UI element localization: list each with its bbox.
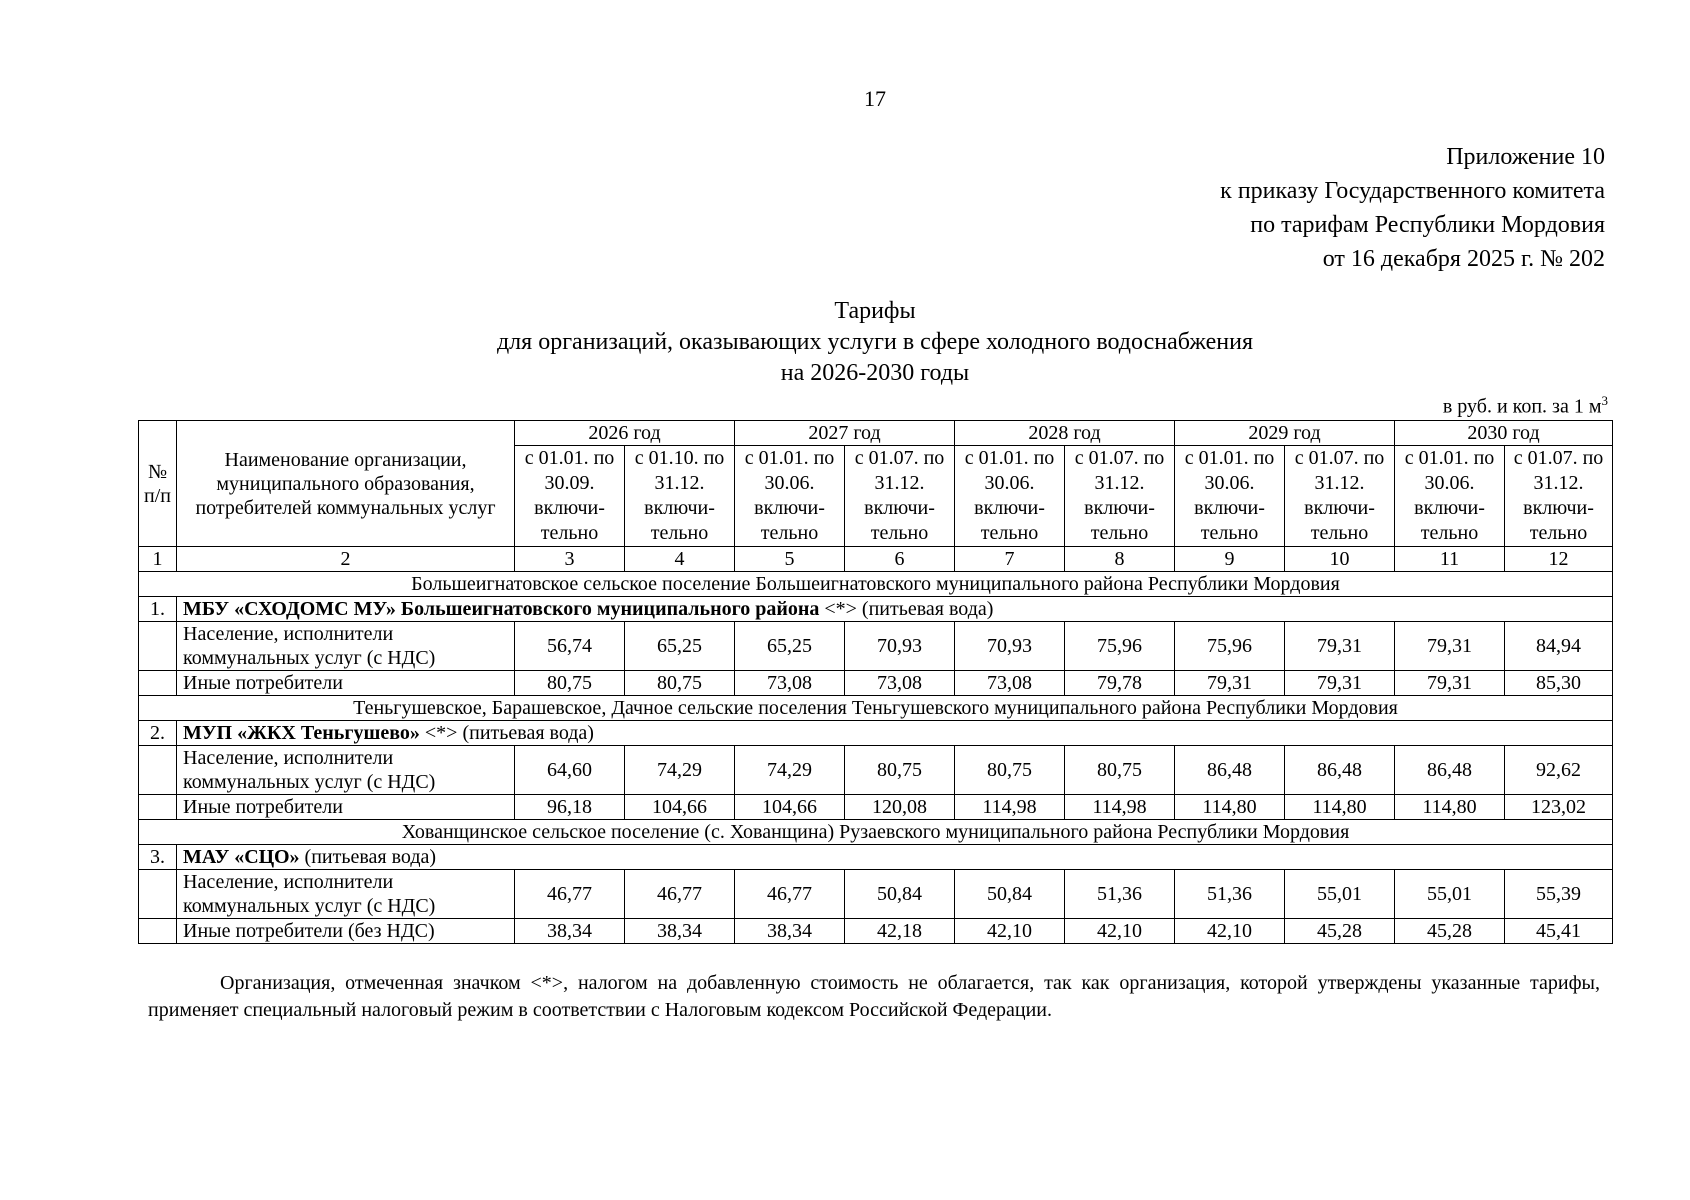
table-row: [139, 795, 1613, 820]
table-header: [139, 421, 1613, 572]
tariff-value: 51,36: [1175, 870, 1285, 919]
tariff-value: 42,10: [1175, 919, 1285, 944]
row-number-empty: [139, 671, 177, 696]
tariff-value: 38,34: [515, 919, 625, 944]
organization-note: <*> (питьевая вода): [419, 722, 594, 744]
column-number: 10: [1285, 547, 1395, 572]
title-line: для организаций, оказывающих услуги в сфере холодного водоснабжения: [496, 329, 1254, 355]
tariff-value: 46,77: [515, 870, 625, 919]
tariff-value: 114,80: [1175, 795, 1285, 820]
tariff-value: 79,31: [1395, 671, 1505, 696]
units-superscript: 3: [1601, 393, 1608, 408]
header-number: № п/п: [139, 421, 177, 547]
tariff-value: 45,28: [1395, 919, 1505, 944]
tariff-value: 46,77: [735, 870, 845, 919]
header-period: с 01.10. по 31.12. включи-тельно: [625, 446, 735, 547]
tariff-value: 74,29: [625, 746, 735, 795]
units-text: в руб. и коп. за 1 м: [1442, 395, 1602, 418]
appendix-line: по тарифам Республики Мордовия: [1250, 212, 1605, 238]
tariff-value: 79,31: [1285, 671, 1395, 696]
tariff-value: 46,77: [625, 870, 735, 919]
page-number: 17: [864, 86, 886, 111]
tariff-value: 50,84: [845, 870, 955, 919]
settlement-row: [139, 696, 1613, 721]
tariff-value: 96,18: [515, 795, 625, 820]
row-number-empty: [139, 919, 177, 944]
tariff-value: 45,41: [1505, 919, 1613, 944]
header-period: с 01.07. по 31.12. включи-тельно: [1505, 446, 1613, 547]
tariff-value: 104,66: [735, 795, 845, 820]
settlement-name: Теньгушевское, Барашевское, Дачное сельские поселения Теньгушевского муниципального района Республики Мордовия: [139, 696, 1613, 721]
tariff-value: 73,08: [845, 671, 955, 696]
tariff-value: 114,80: [1395, 795, 1505, 820]
row-number-empty: [139, 622, 177, 671]
column-number: 8: [1065, 547, 1175, 572]
tariff-value: 79,31: [1285, 622, 1395, 671]
organization-name: [177, 597, 1613, 622]
tariff-value: 70,93: [845, 622, 955, 671]
column-number: 3: [515, 547, 625, 572]
organization-title: МБУ «СХОДОМС МУ» Большеигнатовского муниципального района: [183, 598, 820, 620]
tariff-value: 80,75: [955, 746, 1065, 795]
header-row-column-numbers: [139, 547, 1613, 572]
tariff-value: 114,98: [955, 795, 1065, 820]
header-name: Наименование организации, муниципального образования, потребителей коммунальных услуг: [177, 421, 515, 547]
appendix-line: от 16 декабря 2025 г. № 202: [1322, 246, 1605, 272]
tariff-value: 55,39: [1505, 870, 1613, 919]
row-number: 2.: [139, 721, 177, 746]
organization-title: МАУ «СЦО»: [183, 846, 300, 868]
tariff-value: 85,30: [1505, 671, 1613, 696]
table-row: [139, 671, 1613, 696]
consumer-label: Иные потребители (без НДС): [177, 919, 515, 944]
tariff-value: 65,25: [735, 622, 845, 671]
table-body: [139, 572, 1613, 944]
tariff-table: [138, 420, 1613, 944]
tariff-value: 55,01: [1285, 870, 1395, 919]
header-period: с 01.01. по 30.06. включи-тельно: [1395, 446, 1505, 547]
header-period: с 01.01. по 30.06. включи-тельно: [1175, 446, 1285, 547]
tariff-value: 80,75: [845, 746, 955, 795]
settlement-row: [139, 820, 1613, 845]
tariff-value: 80,75: [515, 671, 625, 696]
row-number-empty: [139, 746, 177, 795]
tariff-value: 50,84: [955, 870, 1065, 919]
header-year: 2030 год: [1395, 421, 1613, 446]
consumer-label: Иные потребители: [177, 671, 515, 696]
tariff-value: 64,60: [515, 746, 625, 795]
tariff-value: 123,02: [1505, 795, 1613, 820]
table-row: [139, 746, 1613, 795]
tariff-value: 104,66: [625, 795, 735, 820]
consumer-label: Иные потребители: [177, 795, 515, 820]
table-row: [139, 622, 1613, 671]
tariff-value: 75,96: [1175, 622, 1285, 671]
header-period: с 01.01. по 30.06. включи-тельно: [735, 446, 845, 547]
title-line: Тарифы: [834, 298, 916, 324]
column-number: 5: [735, 547, 845, 572]
column-number: 9: [1175, 547, 1285, 572]
header-period: с 01.07. по 31.12. включи-тельно: [1065, 446, 1175, 547]
table-row: [139, 870, 1613, 919]
tariff-value: 120,08: [845, 795, 955, 820]
tariff-value: 51,36: [1065, 870, 1175, 919]
title-line: на 2026-2030 годы: [780, 360, 970, 386]
organization-row: [139, 597, 1613, 622]
footnote: Организация, отмеченная значком <*>, налогом на добавленную стоимость не облагается, так как организация, которой утверждены указанные тарифы, применяет специальный налоговый режим в соответствии с Налоговым кодексом Российской Федерации.: [148, 972, 1600, 1021]
row-number-empty: [139, 795, 177, 820]
header-year: 2029 год: [1175, 421, 1395, 446]
header-row-years: [139, 421, 1613, 446]
tariff-value: 86,48: [1395, 746, 1505, 795]
settlement-row: [139, 572, 1613, 597]
units-note: [1443, 393, 1608, 419]
appendix-block: [1220, 140, 1605, 276]
tariff-value: 55,01: [1395, 870, 1505, 919]
column-number: 12: [1505, 547, 1613, 572]
header-year: 2026 год: [515, 421, 735, 446]
header-period: с 01.07. по 31.12. включи-тельно: [845, 446, 955, 547]
header-period: с 01.01. по 30.06. включи-тельно: [955, 446, 1065, 547]
tariff-value: 114,98: [1065, 795, 1175, 820]
tariff-value: 42,10: [1065, 919, 1175, 944]
tariff-value: 73,08: [735, 671, 845, 696]
header-period: с 01.07. по 31.12. включи-тельно: [1285, 446, 1395, 547]
column-number: 2: [177, 547, 515, 572]
column-number: 7: [955, 547, 1065, 572]
appendix-line: Приложение 10: [1446, 144, 1605, 170]
tariff-value: 56,74: [515, 622, 625, 671]
row-number-empty: [139, 870, 177, 919]
row-number: 3.: [139, 845, 177, 870]
organization-note: <*> (питьевая вода): [819, 598, 994, 620]
consumer-label: Население, исполнители коммунальных услуг (с НДС): [177, 746, 515, 795]
row-number: 1.: [139, 597, 177, 622]
organization-note: (питьевая вода): [299, 846, 437, 868]
tariff-value: 84,94: [1505, 622, 1613, 671]
tariff-value: 79,31: [1175, 671, 1285, 696]
consumer-label: Население, исполнители коммунальных услуг (с НДС): [177, 870, 515, 919]
organization-name: [177, 721, 1613, 746]
column-number: 4: [625, 547, 735, 572]
tariff-value: 86,48: [1285, 746, 1395, 795]
organization-row: [139, 845, 1613, 870]
tariff-value: 70,93: [955, 622, 1065, 671]
tariff-value: 79,78: [1065, 671, 1175, 696]
column-number: 6: [845, 547, 955, 572]
settlement-name: Большеигнатовское сельское поселение Большеигнатовского муниципального района Республики Мордовия: [139, 572, 1613, 597]
column-number: 1: [139, 547, 177, 572]
tariff-value: 42,10: [955, 919, 1065, 944]
tariff-value: 38,34: [735, 919, 845, 944]
tariff-value: 74,29: [735, 746, 845, 795]
header-period: с 01.01. по 30.09. включи-тельно: [515, 446, 625, 547]
organization-row: [139, 721, 1613, 746]
consumer-label: Население, исполнители коммунальных услуг (с НДС): [177, 622, 515, 671]
settlement-name: Хованщинское сельское поселение (с. Хованщина) Рузаевского муниципального района Республики Мордовия: [139, 820, 1613, 845]
tariff-value: 79,31: [1395, 622, 1505, 671]
appendix-line: к приказу Государственного комитета: [1220, 178, 1605, 204]
organization-title: МУП «ЖКХ Теньгушево»: [183, 722, 420, 744]
tariff-value: 80,75: [1065, 746, 1175, 795]
tariff-value: 42,18: [845, 919, 955, 944]
tariff-value: 65,25: [625, 622, 735, 671]
header-year: 2027 год: [735, 421, 955, 446]
tariff-value: 80,75: [625, 671, 735, 696]
tariff-value: 92,62: [1505, 746, 1613, 795]
column-number: 11: [1395, 547, 1505, 572]
tariff-value: 75,96: [1065, 622, 1175, 671]
organization-name: [177, 845, 1613, 870]
tariff-value: 38,34: [625, 919, 735, 944]
tariff-value: 73,08: [955, 671, 1065, 696]
document-title: [0, 296, 1690, 389]
tariff-value: 45,28: [1285, 919, 1395, 944]
header-year: 2028 год: [955, 421, 1175, 446]
table-row: [139, 919, 1613, 944]
tariff-value: 86,48: [1175, 746, 1285, 795]
tariff-value: 114,80: [1285, 795, 1395, 820]
